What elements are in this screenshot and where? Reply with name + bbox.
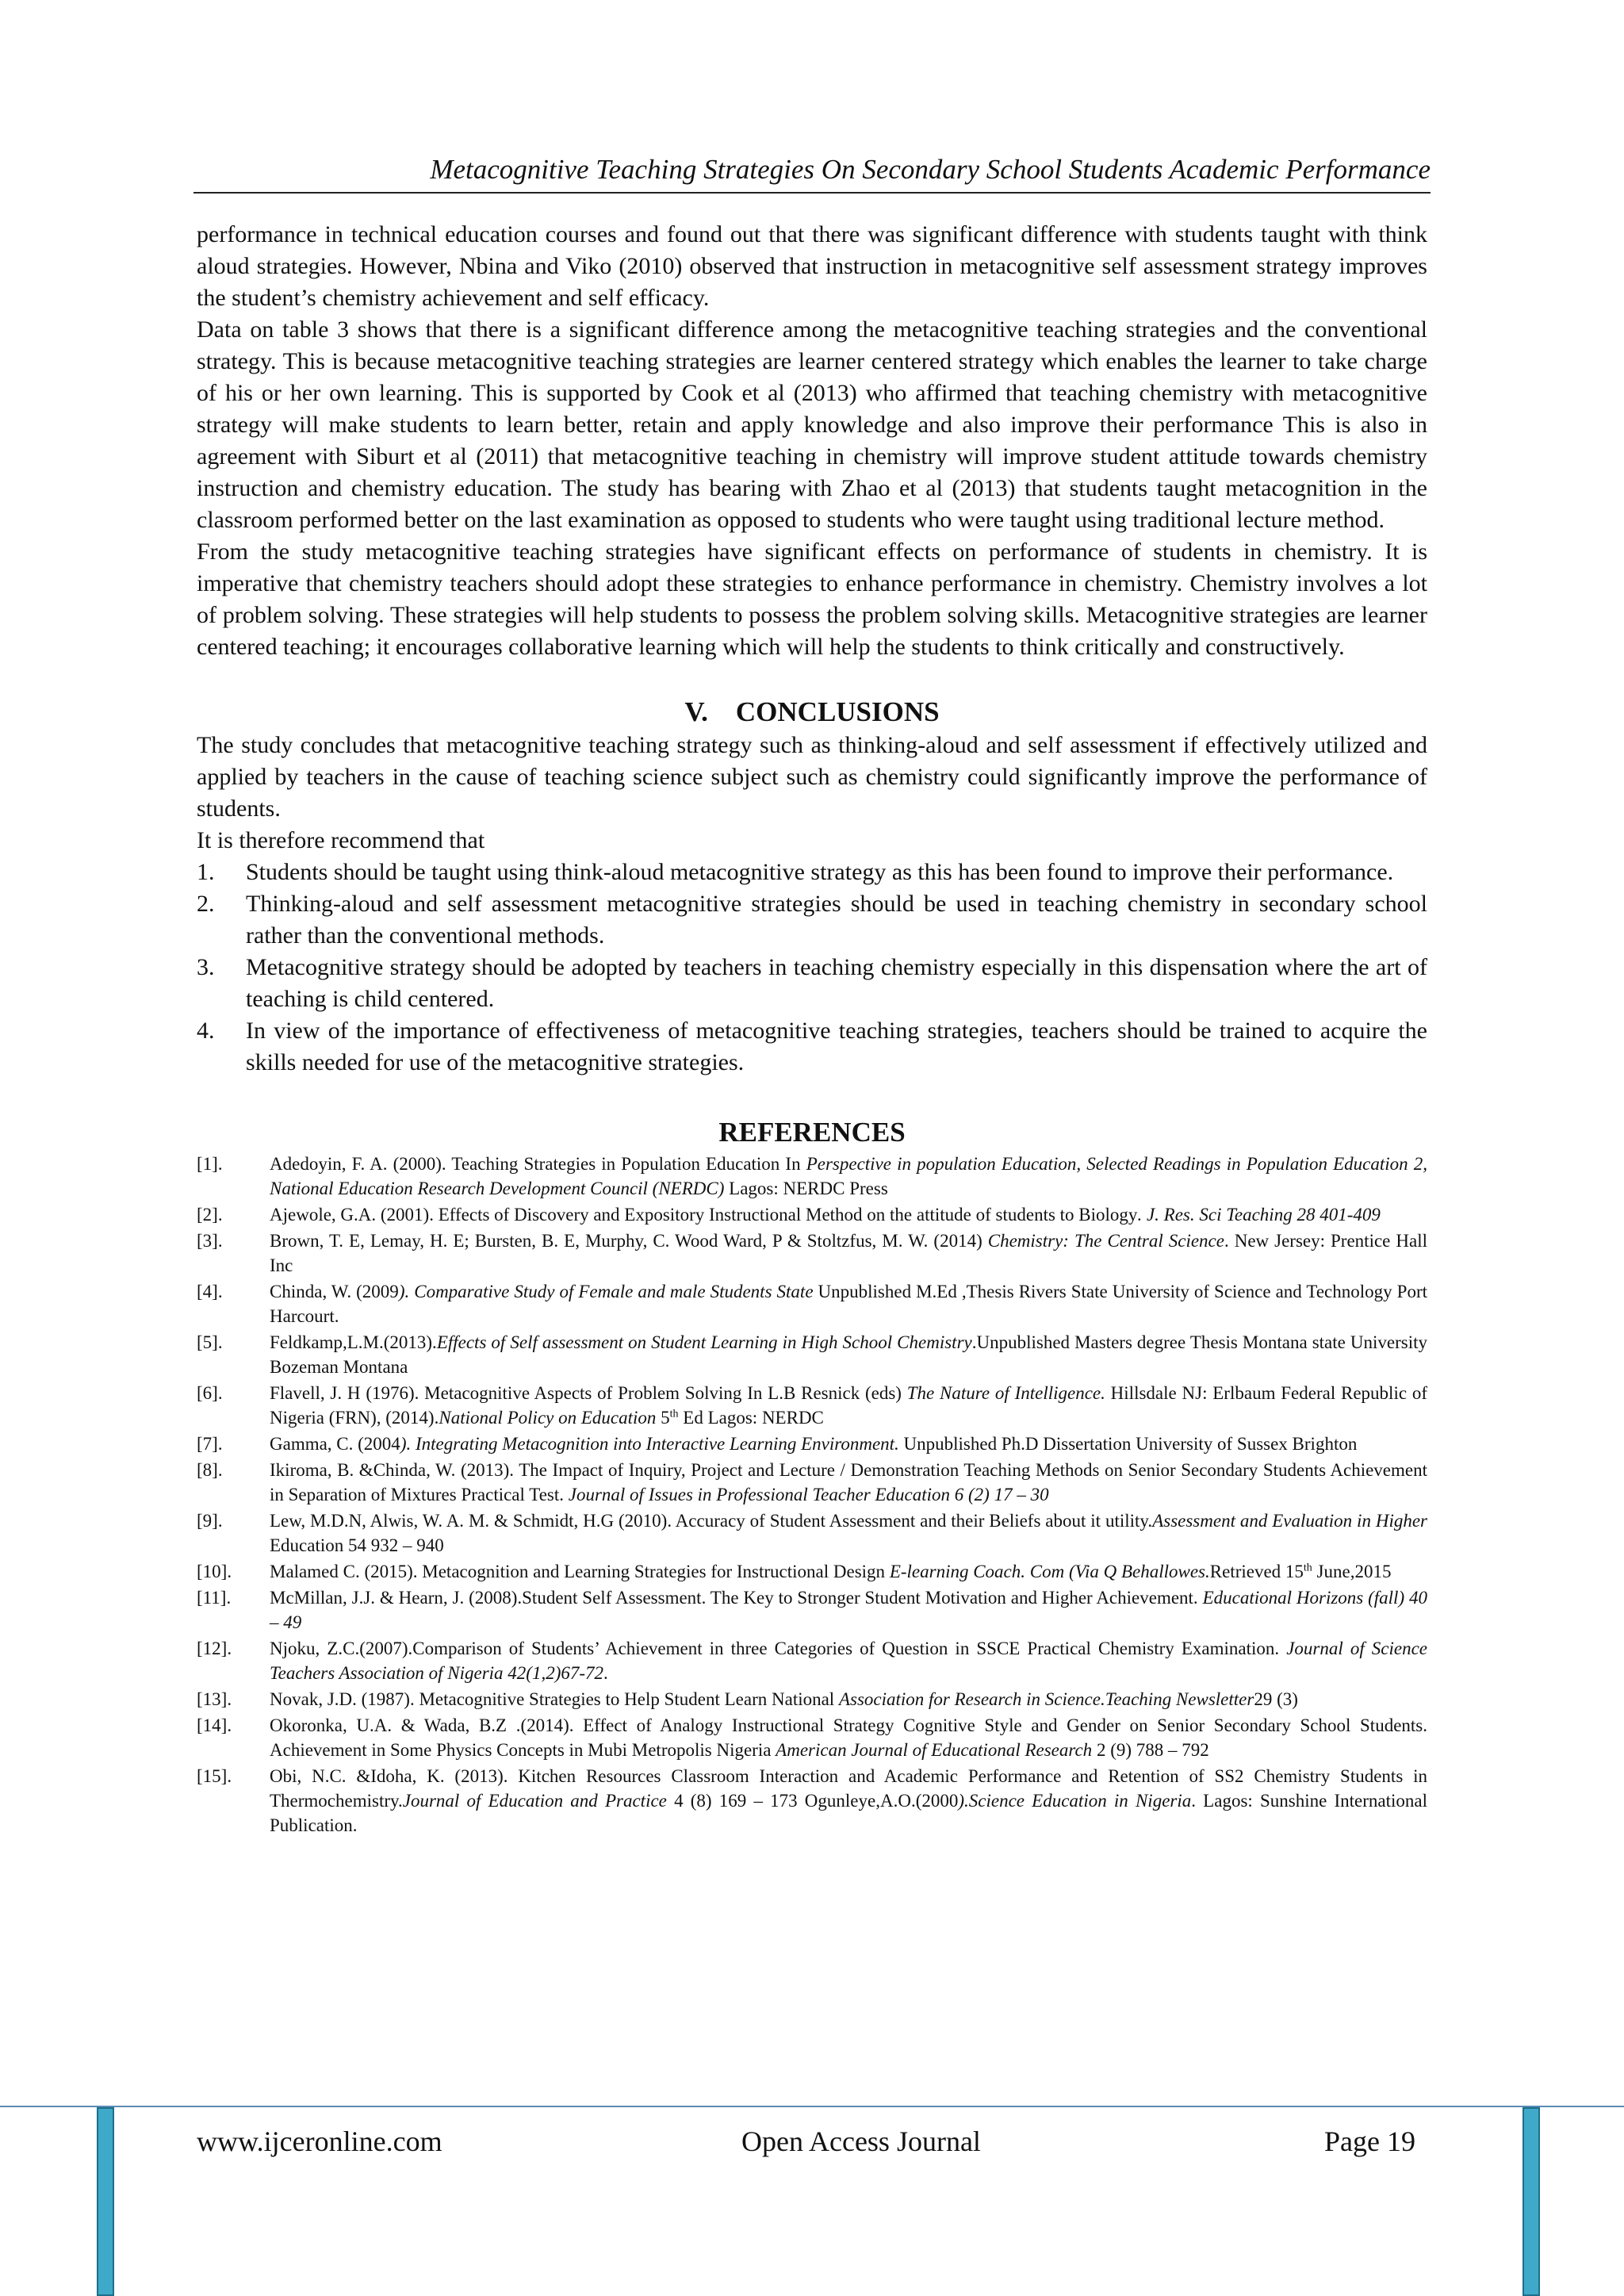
reference-item	[197, 1152, 1427, 1201]
footer-page-number: Page 19	[1324, 2125, 1415, 2157]
conclusions-paragraph: The study concludes that metacognitive teaching strategy such as thinking-aloud and self assessment if effectively utilized and applied by teachers in the cause of teaching science subject such as chemistry could significantly improve the performance of students.	[197, 732, 1427, 822]
superscript: th	[669, 1408, 679, 1420]
reference-text: . Lagos: Sunshine International Publication.	[270, 1791, 1427, 1835]
reference-list	[197, 1152, 1427, 1838]
recommendation-number: 4.	[197, 1018, 215, 1044]
reference-text: Novak, J.D. (1987). Metacognitive Strategies to Help Student Learn National	[270, 1689, 839, 1709]
reference-number: [14].	[197, 1715, 232, 1735]
reference-number: [7].	[197, 1434, 223, 1454]
running-header: Metacognitive Teaching Strategies On Secondary School Students Academic Performance	[193, 151, 1431, 194]
reference-text: Ed Lagos: NERDC	[678, 1408, 824, 1428]
reference-source: Effects of Self assessment on Student Learning in High School Chemistry	[436, 1332, 972, 1352]
recommendation-item	[197, 1015, 1427, 1079]
recommendation-text: In view of the importance of effectiveness of metacognitive teaching strategies, teachers should be trained to acquire the skills needed for use of the metacognitive strategies.	[246, 1018, 1427, 1075]
reference-item	[197, 1202, 1427, 1227]
reference-text: Chinda, W. (2009	[270, 1282, 399, 1301]
reference-item	[197, 1508, 1427, 1558]
reference-text: Hillsdale NJ: Erlbaum Federal Republic of Nigeria (FRN), (2014).	[270, 1383, 1428, 1428]
reference-item	[197, 1381, 1427, 1430]
reference-text: 29 (3)	[1254, 1689, 1298, 1709]
reference-item	[197, 1330, 1427, 1379]
recommendation-text: Thinking-aloud and self assessment metacognitive strategies should be used in teaching chemistry in secondary school rather than the conventional methods.	[246, 891, 1427, 949]
reference-item	[197, 1458, 1427, 1507]
footer-rule	[0, 2106, 1624, 2107]
references-heading: REFERENCES	[718, 1117, 906, 1148]
reference-text: Feldkamp,L.M.(2013).	[270, 1332, 437, 1352]
reference-number: [6].	[197, 1383, 223, 1403]
reference-number: [2].	[197, 1205, 223, 1225]
reference-text: Gamma, C. (2004	[270, 1434, 400, 1454]
reference-number: [5].	[197, 1332, 223, 1352]
recommendation-item	[197, 857, 1427, 888]
reference-text: . New Jersey: Prentice Hall Inc	[270, 1231, 1427, 1275]
reference-item	[197, 1279, 1427, 1328]
page-content	[197, 219, 1427, 1839]
reference-number: [8].	[197, 1460, 223, 1480]
conclusions-heading: V. CONCLUSIONS	[684, 696, 940, 727]
reference-text: Ikiroma, B. &Chinda, W. (2013). The Impact of Inquiry, Project and Lecture / Demonstration Teaching Methods on Senior Secondary Students Achievement in Separation of Mixtures Practical Test.	[270, 1460, 1427, 1504]
reference-source: The Nature of Intelligence.	[906, 1383, 1105, 1403]
reference-source: Journal of Education and Practice	[402, 1791, 667, 1811]
reference-source: . J. Res. Sci Teaching 28 401-409	[1137, 1205, 1381, 1225]
reference-number: [15].	[197, 1766, 232, 1786]
reference-number: [11].	[197, 1588, 232, 1608]
reference-item	[197, 1585, 1427, 1635]
reference-source: Educational Horizons (fall) 40 – 49	[270, 1588, 1427, 1632]
reference-item	[197, 1636, 1427, 1685]
recommendation-number: 2.	[197, 891, 215, 917]
reference-text: Okoronka, U.A. & Wada, B.Z .(2014). Effect of Analogy Instructional Strategy Cognitive Style and Gender on Senior Secondary School Students. Achievement in Some Physics Concepts in Mubi Metropolis Nigeria	[270, 1715, 1427, 1760]
recommendation-text: Metacognitive strategy should be adopted by teachers in teaching chemistry especially in this dispensation where the art of teaching is child centered.	[246, 954, 1427, 1012]
reference-text: 2 (9) 788 – 792	[1092, 1740, 1209, 1760]
recommendation-number: 3.	[197, 954, 215, 980]
reference-text: Brown, T. E, Lemay, H. E; Bursten, B. E, Murphy, C. Wood Ward, P & Stoltzfus, M. W. (2014)	[270, 1231, 988, 1251]
reference-source: ). Comparative Study of Female and male Students State	[398, 1282, 814, 1301]
reference-text: 4 (8) 169 – 173 Ogunleye,A.O.(2000	[666, 1791, 959, 1811]
reference-text: .	[603, 1663, 608, 1683]
superscript: th	[1303, 1562, 1312, 1574]
reference-source: Assessment and Evaluation in Higher	[1152, 1511, 1427, 1531]
reference-text: Malamed C. (2015). Metacognition and Learning Strategies for Instructional Design	[270, 1562, 890, 1581]
reference-text: .Unpublished Masters degree Thesis Montana state University Bozeman Montana	[270, 1332, 1427, 1377]
reference-source: Journal of Science Teachers Association of Nigeria 42(1,2)67-72	[270, 1639, 1428, 1683]
recommendation-lead: It is therefore recommend that	[197, 827, 485, 853]
reference-source: National Policy on Education	[439, 1408, 657, 1428]
recommendation-text: Students should be taught using think-aloud metacognitive strategy as this has been found to improve their performance.	[246, 859, 1394, 885]
recommendation-item	[197, 952, 1427, 1015]
footer-bar-right	[1522, 2107, 1540, 2296]
reference-number: [9].	[197, 1511, 223, 1531]
reference-text: 5	[656, 1408, 670, 1428]
reference-number: [3].	[197, 1231, 223, 1251]
reference-text: Obi, N.C. &Idoha, K. (2013). Kitchen Resources Classroom Interaction and Academic Performance and Retention of SS2 Chemistry Students in Thermochemistry.	[270, 1766, 1427, 1811]
reference-text: McMillan, J.J. & Hearn, J. (2008).Student Self Assessment. The Key to Stronger Student Motivation and Higher Achievement.	[270, 1588, 1203, 1608]
reference-text: Unpublished M.Ed ,Thesis Rivers State University of Science and Technology Port Harcourt.	[270, 1282, 1427, 1326]
body-paragraph: Data on table 3 shows that there is a significant difference among the metacognitive teaching strategies and the conventional strategy. This is because metacognitive teaching strategies are learner centered strategy which enables the learner to take charge of his or her own learning. This is supported by Cook et al (2013) who affirmed that teaching chemistry with metacognitive strategy will make students to learn better, retain and apply knowledge and also improve their performance This is also in agreement with Siburt et al (2011) that metacognitive teaching in chemistry will improve student attitude towards chemistry instruction and chemistry education. The study has bearing with Zhao et al (2013) that students taught metacognition in the classroom performed better on the last examination as opposed to students who were taught using traditional lecture method.	[197, 316, 1427, 533]
reference-text: Njoku, Z.C.(2007).Comparison of Students’ Achievement in three Categories of Question in SSCE Practical Chemistry Examination.	[270, 1639, 1287, 1658]
footer-website: www.ijceronline.com	[197, 2125, 442, 2157]
recommendation-number: 1.	[197, 859, 215, 885]
reference-text: Retrieved 15	[1209, 1562, 1304, 1581]
reference-text: Lew, M.D.N, Alwis, W. A. M. & Schmidt, H.G (2010). Accuracy of Student Assessment and their Beliefs about it utility.	[270, 1511, 1153, 1531]
reference-text: Education 54 932 – 940	[270, 1535, 444, 1555]
reference-item	[197, 1687, 1427, 1711]
reference-text: Lagos: NERDC Press	[724, 1179, 888, 1198]
reference-source: E-learning Coach. Com (Via Q Behallowes.	[889, 1562, 1210, 1581]
body-paragraph: performance in technical education courses and found out that there was significant difference with students taught with think aloud strategies. However, Nbina and Viko (2010) observed that instruction in metacognitive self assessment strategy improves the student’s chemistry achievement and self efficacy.	[197, 221, 1427, 311]
reference-number: [12].	[197, 1639, 232, 1658]
reference-source: American Journal of Educational Research	[776, 1740, 1093, 1760]
reference-text: Ajewole, G.A. (2001). Effects of Discovery and Expository Instructional Method on the attitude of students to Biology	[270, 1205, 1138, 1225]
reference-source: Journal of Issues in Professional Teacher Education 6 (2) 17 – 30	[568, 1485, 1049, 1504]
reference-item	[197, 1764, 1427, 1838]
reference-text: Flavell, J. H (1976). Metacognitive Aspects of Problem Solving In L.B Resnick (eds)	[270, 1383, 907, 1403]
reference-number: [10].	[197, 1562, 232, 1581]
reference-item	[197, 1228, 1427, 1278]
reference-text: Unpublished Ph.D Dissertation University of Sussex Brighton	[898, 1434, 1358, 1454]
reference-item	[197, 1713, 1427, 1762]
reference-source: ).Science Education in Nigeria	[958, 1791, 1192, 1811]
reference-source: Association for Research in Science.Teaching Newsletter	[838, 1689, 1254, 1709]
reference-item	[197, 1432, 1427, 1456]
footer-bar-left	[97, 2107, 114, 2296]
footer-journal: Open Access Journal	[741, 2125, 981, 2157]
reference-source: Perspective in population Education, Selected Readings in Population Education 2, National Education Research Development Council (NERDC)	[270, 1154, 1427, 1198]
reference-item	[197, 1559, 1427, 1584]
reference-source: ). Integrating Metacognition into Interactive Learning Environment.	[400, 1434, 899, 1454]
body-paragraph: From the study metacognitive teaching strategies have significant effects on performance of students in chemistry. It is imperative that chemistry teachers should adopt these strategies to enhance performance in chemistry. Chemistry involves a lot of problem solving. These strategies will help students to possess the problem solving skills. Metacognitive strategies are learner centered teaching; it encourages collaborative learning which will help the students to think critically and constructively.	[197, 539, 1427, 660]
reference-source: Chemistry: The Central Science	[987, 1231, 1224, 1251]
reference-number: [1].	[197, 1154, 223, 1174]
reference-number: [4].	[197, 1282, 223, 1301]
reference-text: Adedoyin, F. A. (2000). Teaching Strategies in Population Education In	[270, 1154, 806, 1174]
recommendation-list	[197, 857, 1427, 1079]
reference-number: [13].	[197, 1689, 232, 1709]
reference-text: June,2015	[1312, 1562, 1392, 1581]
recommendation-item	[197, 888, 1427, 952]
